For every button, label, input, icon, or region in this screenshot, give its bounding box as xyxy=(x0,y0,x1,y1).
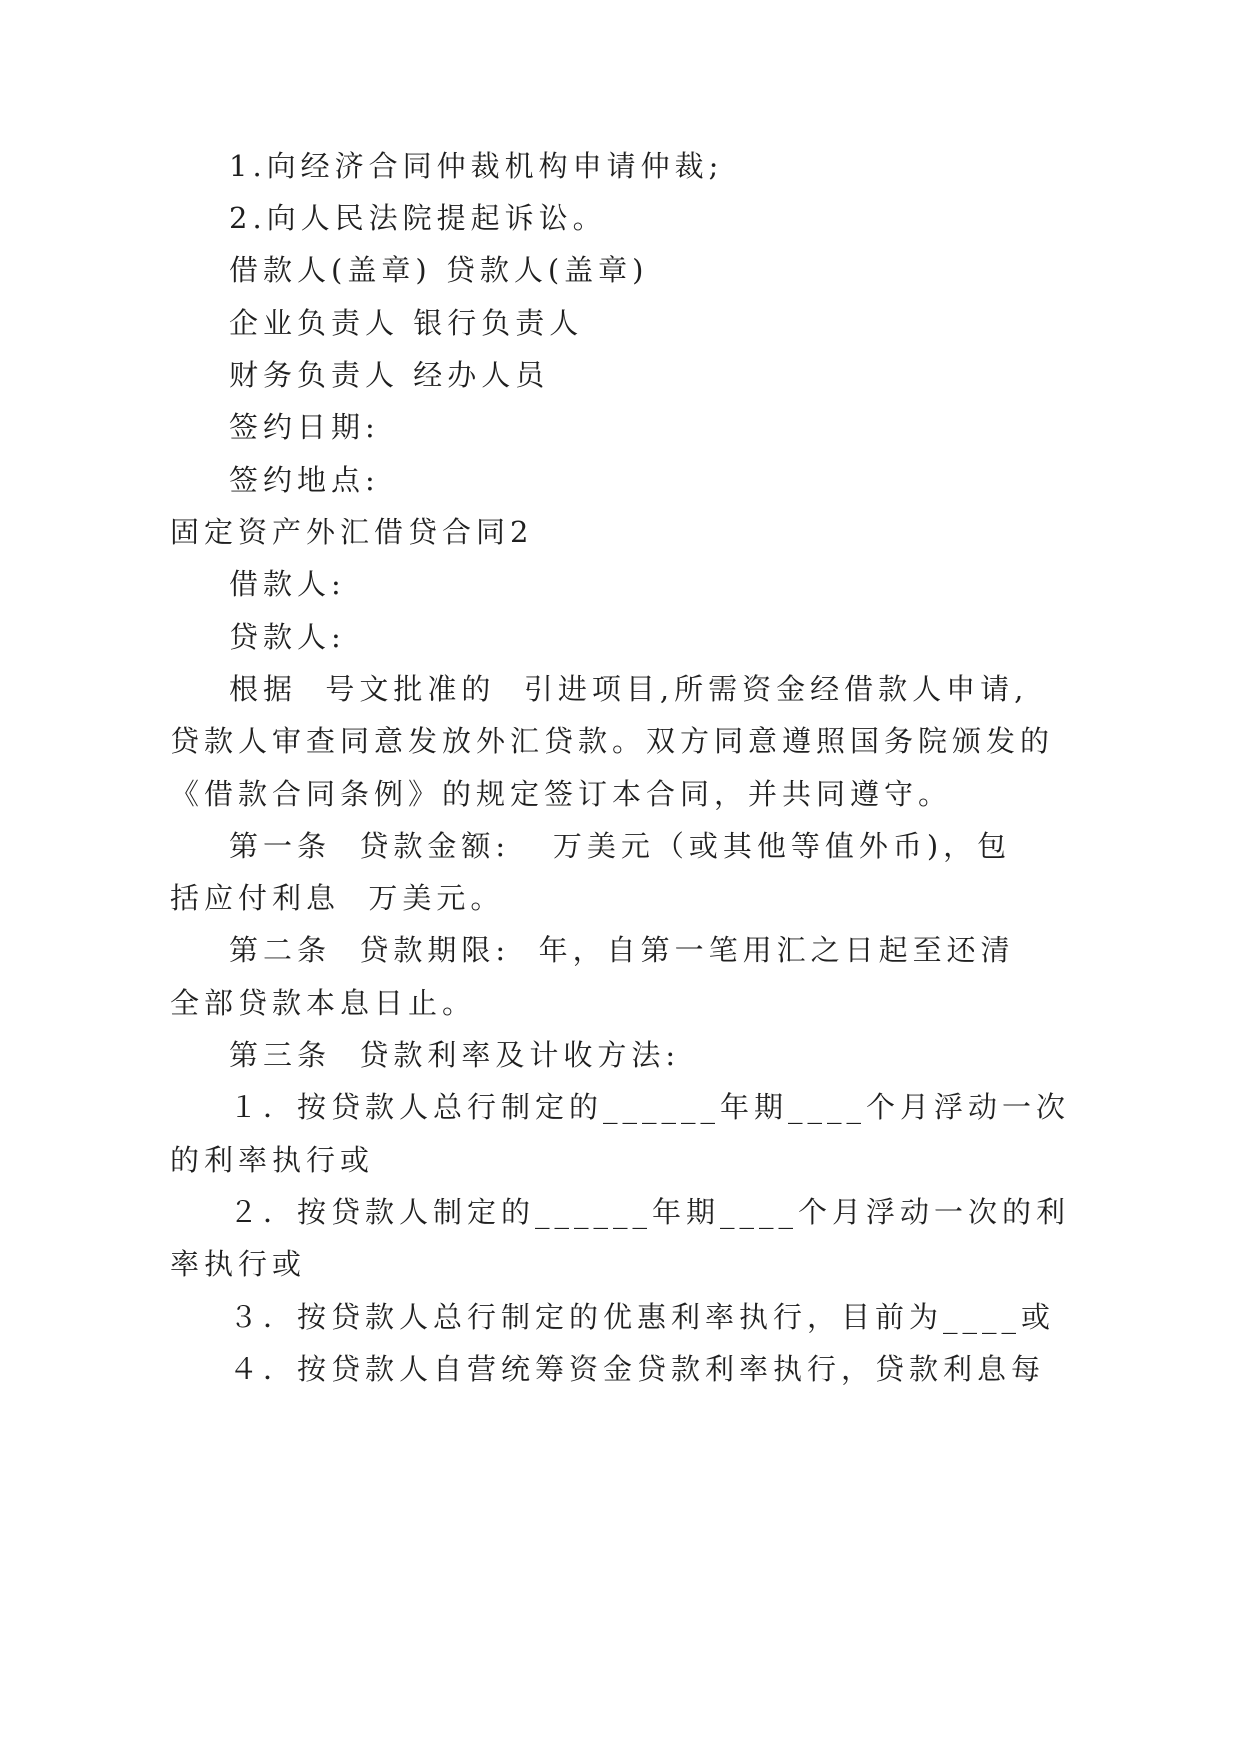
borrower-line: 借款人: xyxy=(229,567,346,601)
finance-person-line: 财务负责人 经办人员 xyxy=(229,358,550,392)
preamble-line-2: 贷款人审查同意发放外汇贷款。双方同意遵照国务院颁发的 xyxy=(170,724,1055,758)
clause-item-1: 1.向经济合同仲裁机构申请仲裁; xyxy=(229,149,724,183)
seal-line: 借款人(盖章) 贷款人(盖章) xyxy=(229,253,649,287)
article-1-line-2: 括应付利息 万美元。 xyxy=(170,881,505,915)
document-title: 固定资产外汇借贷合同2 xyxy=(170,515,534,549)
rate-option-3: ３．按贷款人总行制定的优惠利率执行，目前为____或 xyxy=(229,1300,1056,1334)
rate-option-1-line-2: 的利率执行或 xyxy=(170,1143,375,1177)
signing-place: 签约地点: xyxy=(229,463,380,497)
clause-item-2: 2.向人民法院提起诉讼。 xyxy=(229,201,607,235)
rate-option-2-line-1: ２．按贷款人制定的______年期____个月浮动一次的利 xyxy=(229,1195,1071,1229)
article-1-line-1: 第一条 贷款金额: 万美元（或其他等值外币)，包 xyxy=(229,829,1012,863)
article-3-heading: 第三条 贷款利率及计收方法: xyxy=(229,1038,681,1072)
preamble-line-3: 《借款合同条例》的规定签订本合同，并共同遵守。 xyxy=(170,777,953,811)
rate-option-1-line-1: １．按贷款人总行制定的______年期____个月浮动一次 xyxy=(229,1090,1071,1124)
responsible-person-line: 企业负责人 银行负责人 xyxy=(229,306,584,340)
preamble-line-1: 根据 号文批准的 引进项目,所需资金经借款人申请, xyxy=(229,672,1029,706)
article-2-line-1: 第二条 贷款期限: 年，自第一笔用汇之日起至还清 xyxy=(229,933,1015,967)
rate-option-4: ４．按贷款人自营统筹资金贷款利率执行，贷款利息每 xyxy=(229,1352,1046,1386)
lender-line: 贷款人: xyxy=(229,620,346,654)
rate-option-2-line-2: 率执行或 xyxy=(170,1247,307,1281)
signing-date: 签约日期: xyxy=(229,410,380,444)
article-2-line-2: 全部贷款本息日止。 xyxy=(170,986,477,1020)
